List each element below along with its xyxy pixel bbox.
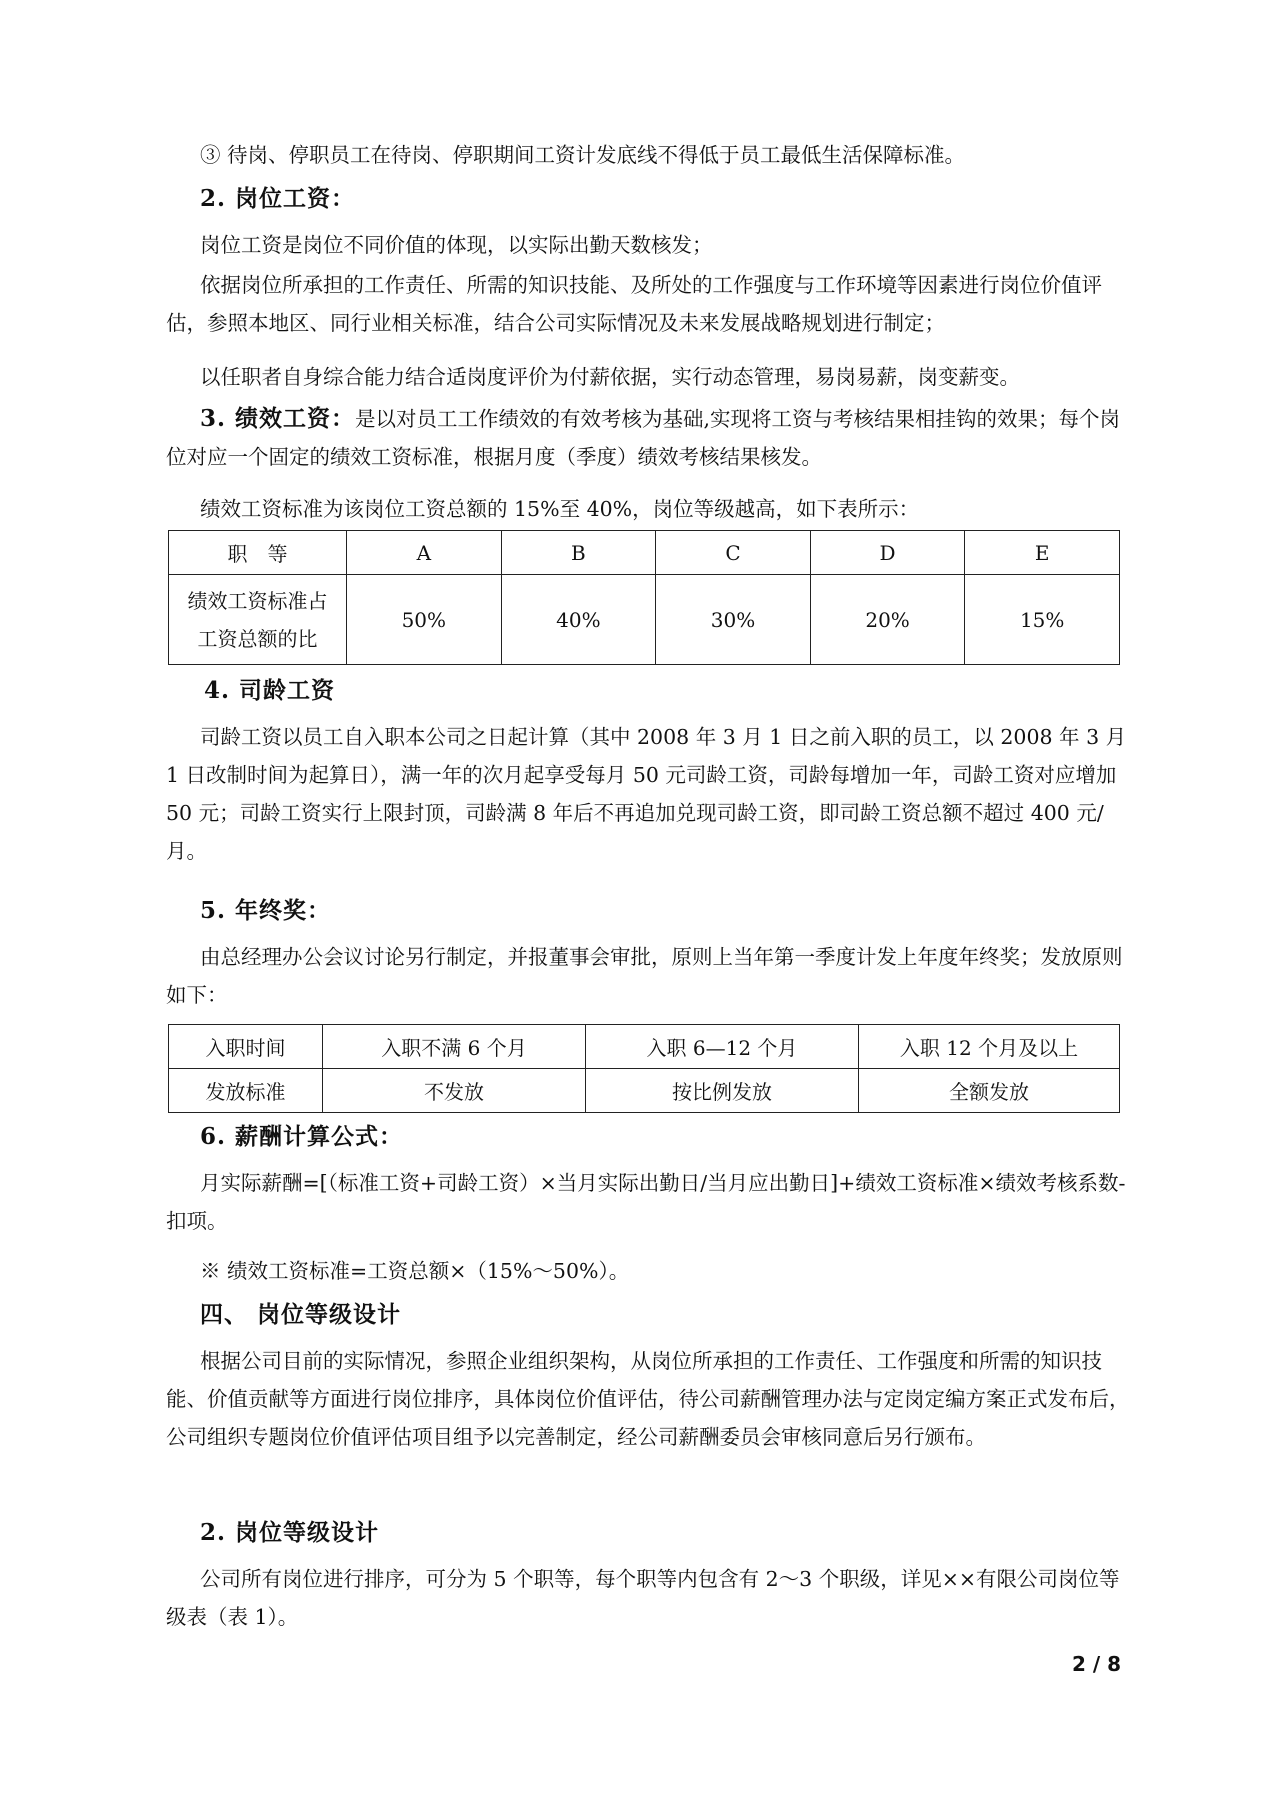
grade-design-text: 公司所有岗位进行排序，可分为 5 个职等，每个职等内包含有 2～3 个职级，详见××有限公司岗位等级表（表 1）。 xyxy=(166,1567,1120,1629)
perf-grade-d: D xyxy=(810,531,965,575)
bonus-standard-none: 不发放 xyxy=(323,1069,586,1113)
perf-value-d: 20% xyxy=(810,575,965,665)
page-number: 2 / 8 xyxy=(1072,1652,1122,1676)
heading-seniority-wage: 4. 司龄工资 xyxy=(204,677,336,704)
perf-wage-text: 是以对员工工作绩效的有效考核为基础,实现将工资与考核结果相挂钩的效果；每个岗位对应一个固定的绩效工资标准，根据月度（季度）绩效考核结果核发。 xyxy=(166,407,1121,469)
perf-wage-para xyxy=(166,400,1130,476)
bonus-row2-label: 发放标准 xyxy=(169,1069,323,1113)
pay-formula-text: 月实际薪酬=[（标准工资+司龄工资）×当月实际出勤日/当月应出勤日]+绩效工资标准×绩效考核系数-扣项。 xyxy=(166,1171,1126,1233)
heading-pay-formula: 6. 薪酬计算公式： xyxy=(200,1123,404,1150)
perf-value-a: 50% xyxy=(347,575,502,665)
heading-perf-wage: 3. 绩效工资： xyxy=(200,405,356,432)
bonus-tenure-12-plus: 入职 12 个月及以上 xyxy=(859,1025,1120,1069)
post-wage-para-3: 以任职者自身综合能力结合适岗度评价为付薪依据，实行动态管理，易岗易薪，岗变薪变。 xyxy=(200,365,1020,389)
bonus-table-row-standard xyxy=(169,1069,1120,1113)
perf-table-row-label xyxy=(169,575,347,665)
heading-year-end-bonus: 5. 年终奖： xyxy=(200,897,332,924)
bonus-standard-prorated: 按比例发放 xyxy=(586,1069,859,1113)
bonus-row1-label: 入职时间 xyxy=(169,1025,323,1069)
perf-grade-e: E xyxy=(965,531,1120,575)
heading-grade-design: 2. 岗位等级设计 xyxy=(200,1519,380,1546)
heading-post-wage: 2. 岗位工资： xyxy=(200,185,356,212)
perf-grade-b: B xyxy=(501,531,656,575)
heading-section-4: 四、 岗位等级设计 xyxy=(200,1301,402,1328)
perf-row-label-line2: 工资总额的比 xyxy=(197,626,318,651)
perf-value-b: 40% xyxy=(501,575,656,665)
year-end-bonus-text: 由总经理办公会议讨论另行制定，并报董事会审批，原则上当年第一季度计发上年度年终奖；发放原则如下： xyxy=(166,945,1123,1007)
formula-note-text: ※ 绩效工资标准=工资总额×（15%～50%）。 xyxy=(200,1259,630,1283)
bonus-table xyxy=(168,1024,1120,1113)
perf-value-c: 30% xyxy=(656,575,811,665)
bonus-standard-full: 全额发放 xyxy=(859,1069,1120,1113)
perf-wage-table xyxy=(168,530,1120,665)
section-4-text: 根据公司目前的实际情况，参照企业组织架构，从岗位所承担的工作责任、工作强度和所需的知识技能、价值贡献等方面进行岗位排序，具体岗位价值评估，待公司薪酬管理办法与定岗定编方案正式发布后，公司组织专题岗位价值评估项目组予以完善制定，经公司薪酬委员会审核同意后另行颁布。 xyxy=(166,1349,1130,1449)
bonus-tenure-under-6: 入职不满 6 个月 xyxy=(323,1025,586,1069)
perf-table-header-label: 职 等 xyxy=(169,531,347,575)
bonus-tenure-6-12: 入职 6—12 个月 xyxy=(586,1025,859,1069)
perf-table-header-row xyxy=(169,531,1120,575)
bonus-table-row-tenure xyxy=(169,1025,1120,1069)
perf-row-label-line1: 绩效工资标准占 xyxy=(187,588,328,613)
perf-grade-a: A xyxy=(347,531,502,575)
perf-table-value-row xyxy=(169,575,1120,665)
seniority-wage-text: 司龄工资以员工自入职本公司之日起计算（其中 2008 年 3 月 1 日之前入职的员工，以 2008 年 3 月 1 日改制时间为起算日），满一年的次月起享受每月 50 元司龄工资，司龄每增加一年，司龄工资对应增加 50 元；司龄工资实行上限封顶，司龄满 8 年后不再追加兑现司龄工资，即司龄工资总额不超过 400 元/月。 xyxy=(166,725,1127,863)
perf-standard-text: 绩效工资标准为该岗位工资总额的 15%至 40%，岗位等级越高，如下表所示： xyxy=(200,497,920,521)
rule-3-text: ③ 待岗、停职员工在待岗、停职期间工资计发底线不得低于员工最低生活保障标准。 xyxy=(200,143,966,167)
perf-grade-c: C xyxy=(656,531,811,575)
post-wage-para-1: 岗位工资是岗位不同价值的体现，以实际出勤天数核发； xyxy=(200,233,713,257)
perf-value-e: 15% xyxy=(965,575,1120,665)
post-wage-para-2: 依据岗位所承担的工作责任、所需的知识技能、及所处的工作强度与工作环境等因素进行岗位价值评估，参照本地区、同行业相关标准，结合公司实际情况及未来发展战略规划进行制定； xyxy=(166,273,1102,335)
